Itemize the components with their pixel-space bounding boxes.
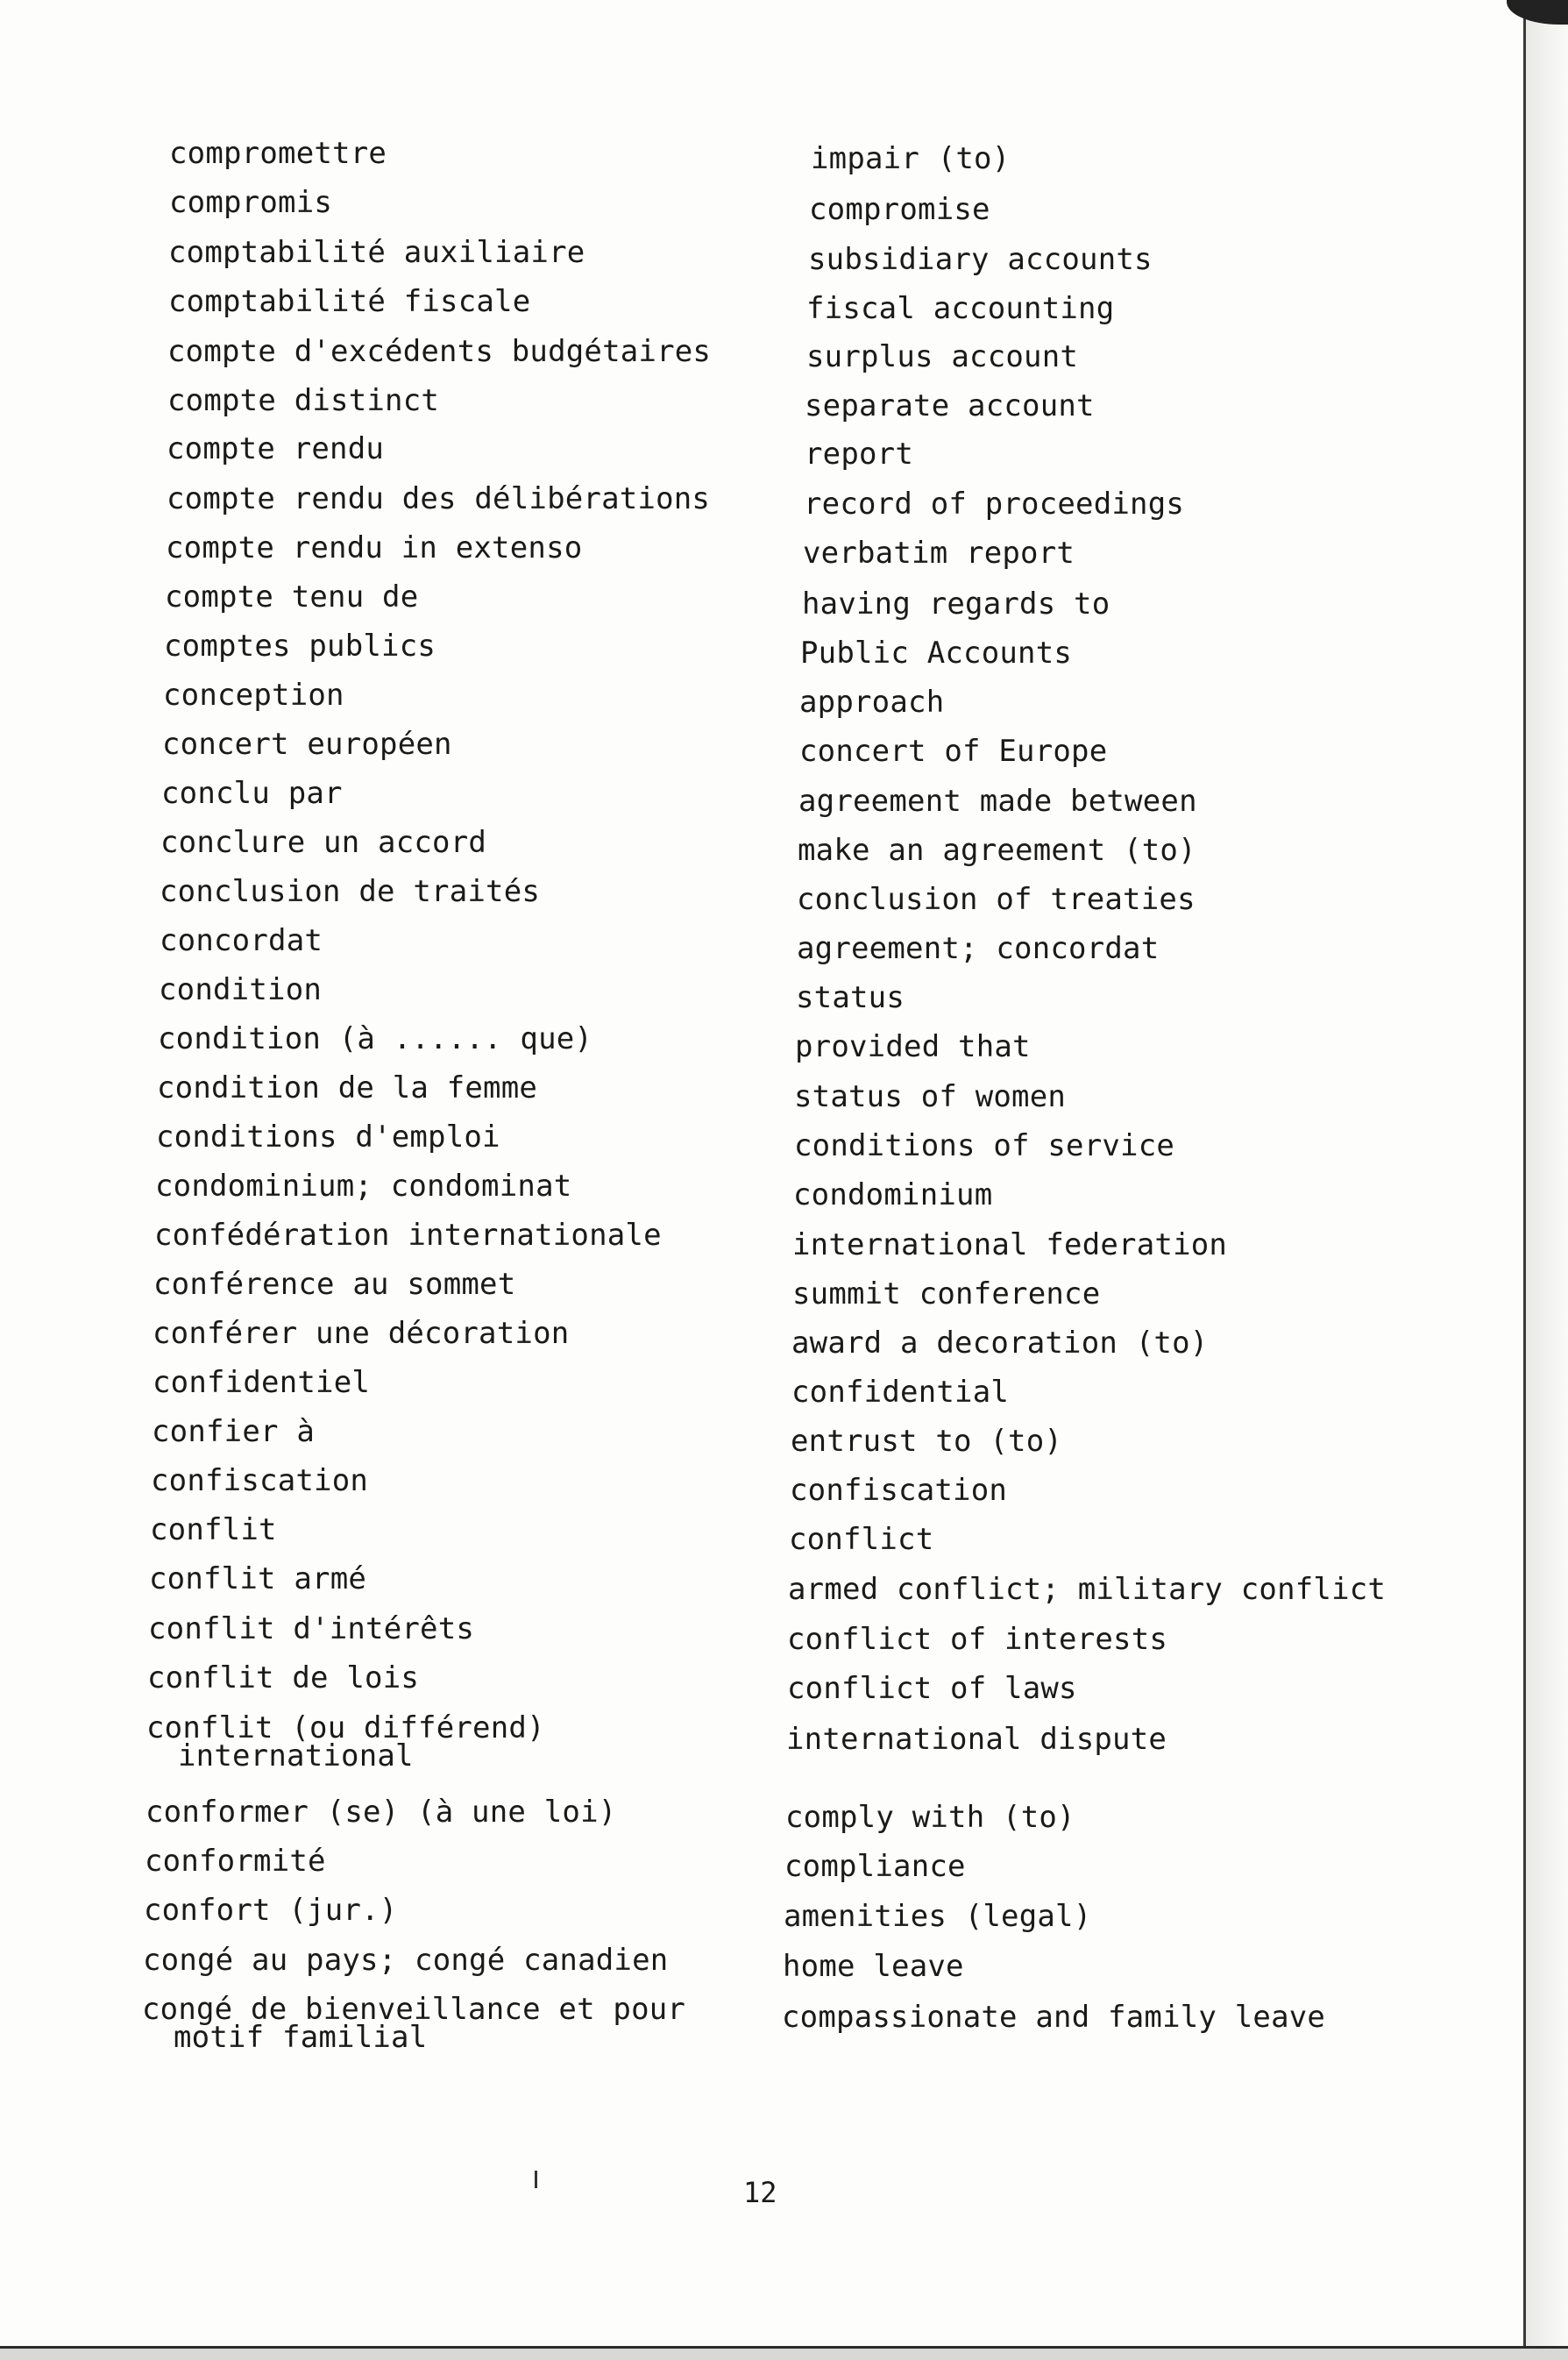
glossary-entry — [0, 923, 1568, 978]
glossary-entry — [0, 778, 1568, 831]
english-term: make an agreement (to) — [798, 833, 1196, 868]
french-term: conflit de lois — [147, 1660, 420, 1695]
french-term: comptabilité auxiliaire — [168, 235, 585, 270]
english-term: amenities (legal) — [784, 1899, 1092, 1934]
french-term: condition (à ...... que) — [158, 1021, 593, 1056]
glossary-entry — [0, 631, 1568, 684]
french-term: confédération internationale — [154, 1218, 662, 1253]
english-term: concert of Europe — [799, 734, 1108, 769]
english-term: fiscal accounting — [806, 291, 1115, 326]
glossary-entry — [0, 530, 1568, 586]
glossary-entry — [0, 1611, 1568, 1667]
french-term: concert européen — [162, 727, 452, 762]
glossary-entry — [0, 680, 1568, 733]
english-term: agreement; concordat — [797, 931, 1160, 966]
french-term: conditions d'emploi — [156, 1120, 500, 1155]
french-term: condominium; condominat — [155, 1169, 572, 1204]
glossary-entry — [0, 972, 1568, 1027]
glossary-entry — [0, 1797, 1568, 1850]
glossary-entry — [0, 334, 1568, 389]
glossary-entry — [0, 1414, 1568, 1469]
glossary-entry — [0, 1846, 1568, 1899]
english-term: report — [805, 437, 914, 472]
glossary-entry — [0, 1220, 1568, 1273]
french-term: confidentiel — [153, 1365, 371, 1400]
french-term: conclu par — [161, 776, 343, 811]
french-term: compte tenu de — [165, 579, 419, 615]
glossary-entry — [0, 481, 1568, 537]
english-term: international federation — [792, 1227, 1228, 1262]
english-term: surplus account — [806, 339, 1079, 374]
english-term: summit conference — [792, 1276, 1101, 1312]
english-term: conflict — [789, 1522, 934, 1557]
english-term: conflict of interests — [787, 1622, 1168, 1657]
french-term: conflit d'intérêts — [148, 1611, 475, 1646]
english-term: subsidiary accounts — [808, 242, 1153, 277]
english-term: entrust to (to) — [791, 1424, 1063, 1459]
english-term: comply with (to) — [785, 1800, 1075, 1835]
glossary-entry — [0, 1710, 1568, 1802]
french-term: conclusion de traités — [160, 874, 541, 909]
glossary-entry — [0, 729, 1568, 782]
glossary-entry — [0, 825, 1568, 880]
glossary-entry — [0, 1269, 1568, 1322]
french-term: conférer une décoration — [153, 1316, 570, 1351]
french-term: concordat — [160, 923, 323, 958]
glossary-entry — [0, 1122, 1568, 1175]
french-term: conception — [163, 678, 344, 713]
page-binding-edge — [1523, 0, 1568, 2360]
french-term: confort (jur.) — [144, 1893, 398, 1928]
glossary-entry — [0, 874, 1568, 929]
english-term: conclusion of treaties — [797, 882, 1196, 917]
english-term: provided that — [795, 1029, 1031, 1064]
english-term: confidential — [791, 1375, 1010, 1410]
page-bottom-shadow — [0, 2349, 1568, 2360]
french-term: conflit armé — [149, 1561, 367, 1596]
english-term: having regards to — [802, 586, 1110, 622]
french-term: compromis — [169, 185, 333, 220]
french-term: comptabilité fiscale — [168, 284, 531, 319]
french-term: confiscation — [151, 1463, 369, 1498]
english-term: confiscation — [790, 1473, 1008, 1508]
glossary-entry — [0, 1021, 1568, 1077]
glossary-entry — [0, 1365, 1568, 1420]
english-term: Public Accounts — [800, 636, 1073, 671]
french-term: condition de la femme — [157, 1070, 538, 1105]
glossary-entry — [0, 1561, 1568, 1617]
glossary-entry — [0, 136, 1568, 191]
page-number: 12 — [743, 2176, 777, 2209]
english-term: conditions of service — [794, 1128, 1175, 1163]
english-term: international dispute — [786, 1722, 1167, 1757]
french-term: conformité — [145, 1844, 326, 1879]
french-term: conclure un accord — [160, 825, 487, 860]
french-term: congé au pays; congé canadien — [143, 1943, 669, 1978]
french-term: conformer (se) (à une loi) — [145, 1795, 617, 1830]
french-term: confier à — [152, 1414, 316, 1449]
english-term: conflict of laws — [787, 1671, 1077, 1706]
glossary-entry — [0, 1316, 1568, 1371]
english-term: record of proceedings — [804, 487, 1185, 522]
scan-mark — [535, 2171, 537, 2188]
glossary-entry — [0, 383, 1568, 438]
french-term: conflit — [150, 1512, 277, 1547]
english-term: impair (to) — [811, 141, 1011, 176]
english-term: verbatim report — [803, 536, 1075, 571]
french-term: comptes publics — [164, 629, 436, 664]
french-term: condition — [159, 972, 323, 1007]
glossary-entry — [0, 579, 1568, 635]
english-term: compassionate and family leave — [782, 2000, 1326, 2035]
english-term: home leave — [783, 1949, 964, 1984]
french-term: conflit (ou différend) international — [146, 1710, 545, 1774]
french-term: conférence au sommet — [153, 1267, 516, 1302]
english-term: armed conflict; military conflict — [788, 1572, 1387, 1607]
french-term: compte rendu — [167, 431, 385, 466]
glossary-entry — [0, 1463, 1568, 1518]
english-term: agreement made between — [798, 784, 1197, 819]
glossary-entry — [0, 1895, 1568, 1948]
glossary-entry — [0, 284, 1568, 339]
english-term: separate account — [805, 388, 1095, 423]
glossary-entry — [0, 1171, 1568, 1224]
english-term: award a decoration (to) — [791, 1326, 1209, 1361]
french-term: compte rendu in extenso — [166, 530, 583, 565]
glossary-entry — [0, 431, 1568, 487]
french-term: compte rendu des délibérations — [167, 481, 711, 516]
english-term: compliance — [784, 1849, 966, 1884]
english-term: status of women — [794, 1079, 1067, 1114]
english-term: compromise — [809, 192, 990, 227]
glossary-entry — [0, 1992, 1568, 2083]
english-term: condominium — [793, 1177, 993, 1212]
english-term: status — [796, 980, 905, 1015]
french-term: compte distinct — [167, 383, 440, 418]
english-term: approach — [799, 685, 945, 720]
glossary-entry — [0, 235, 1568, 290]
french-term: congé de bienveillance et pour motif familial — [142, 1992, 686, 2055]
glossary-entry — [0, 1070, 1568, 1126]
french-term: compromettre — [169, 136, 387, 171]
glossary-entry — [0, 1945, 1568, 1998]
glossary-entry — [0, 185, 1568, 240]
french-term: compte d'excédents budgétaires — [167, 334, 712, 369]
glossary-entry — [0, 1512, 1568, 1567]
glossary-entry — [0, 1660, 1568, 1716]
